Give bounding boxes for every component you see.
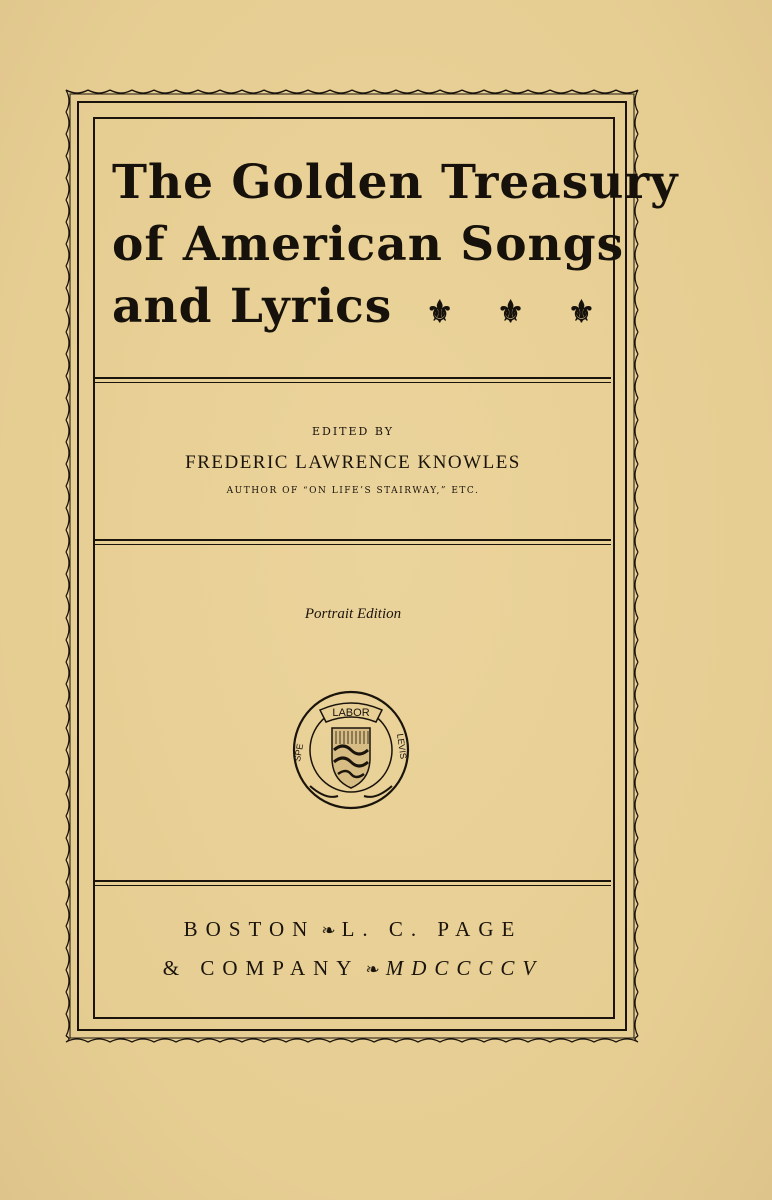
leaf-ornament-icon: ❧ [321, 921, 336, 940]
title-line-1: The Golden Treasury [112, 155, 679, 210]
book-title [112, 152, 679, 344]
emblem-left-word: SPE [292, 742, 306, 763]
publisher-emblem-icon [286, 688, 416, 816]
fleur-de-lis-icon: ⚜ [497, 295, 525, 330]
title-line-2: of American Songs [112, 217, 625, 272]
imprint-company: & COMPANY [162, 956, 360, 980]
title-line-3 [112, 276, 597, 344]
edition-label: Portrait Edition [304, 606, 402, 622]
imprint-line-1 [93, 917, 613, 942]
editor-name: FREDERIC LAWRENCE KNOWLES [185, 452, 521, 473]
emblem-right-word: LEVIS [395, 732, 409, 760]
double-rule [93, 377, 611, 383]
leaf-ornament-icon: ❧ [365, 960, 380, 979]
double-rule [93, 880, 611, 886]
fleur-de-lis-icon: ⚜ [568, 295, 595, 330]
imprint-publisher: L. C. PAGE [341, 917, 523, 941]
double-rule [93, 539, 611, 545]
edited-by-label: EDITED BY [311, 425, 395, 438]
imprint-date: MDCCCCV [385, 956, 544, 980]
fleur-de-lis-row [426, 282, 639, 344]
title-line-3-text: and Lyrics [112, 279, 393, 334]
imprint-city: BOSTON [183, 917, 316, 941]
author-credit: AUTHOR OF “ON LIFE’S STAIRWAY,” ETC. [226, 486, 480, 496]
emblem-top-word: LABOR [332, 707, 370, 719]
fleur-de-lis-icon: ⚜ [426, 295, 454, 330]
imprint-line-2 [93, 956, 613, 981]
